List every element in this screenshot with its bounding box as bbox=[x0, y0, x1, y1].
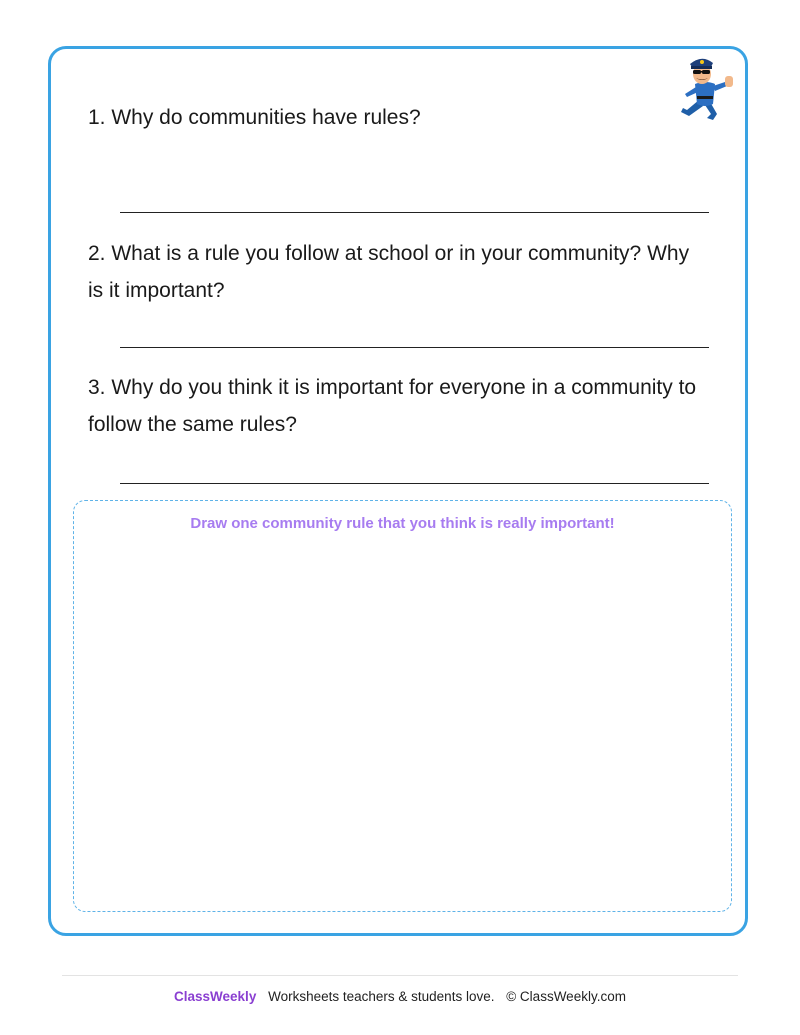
answer-line-1 bbox=[120, 212, 709, 213]
footer-copyright: © ClassWeekly.com bbox=[506, 989, 626, 1004]
question-3: 3. Why do you think it is important for everyone in a community to follow the same rules? bbox=[88, 376, 697, 436]
question-1: 1. Why do communities have rules? bbox=[88, 106, 421, 129]
question-2: 2. What is a rule you follow at school or in your community? Why is it important? bbox=[88, 242, 690, 302]
footer-divider bbox=[62, 975, 738, 976]
drawing-prompt: Draw one community rule that you think is really important! bbox=[190, 515, 615, 532]
footer-tagline: Worksheets teachers & students love. bbox=[268, 989, 495, 1004]
footer-brand: ClassWeekly bbox=[174, 989, 257, 1004]
drawing-box bbox=[73, 500, 732, 912]
answer-line-3 bbox=[120, 483, 709, 484]
footer bbox=[0, 989, 800, 1004]
answer-line-2 bbox=[120, 347, 709, 348]
